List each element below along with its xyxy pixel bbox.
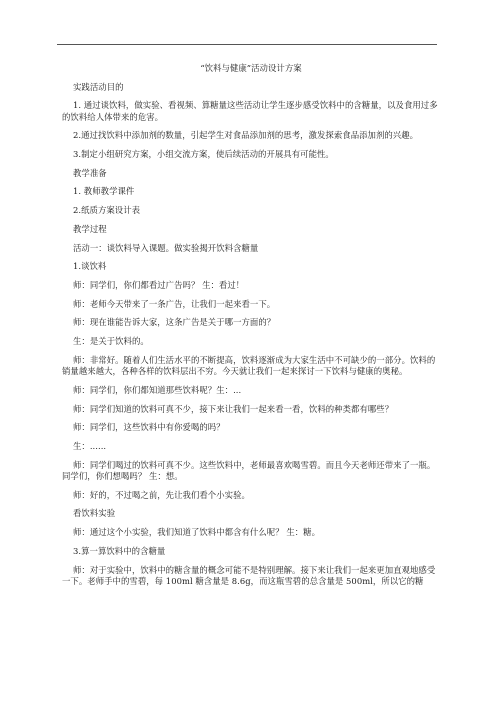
dialogue-line: 师：同学们，你们都看过广告吗？ 生：看过！ xyxy=(73,279,245,290)
dialogue-line: 师：同学们，你们都知道那些饮料呢？生：... xyxy=(73,384,242,395)
paragraph: 1.谈饮料 xyxy=(73,261,107,272)
paragraph: 3.制定小组研究方案，小组交流方案，使后续活动的开展具有可能性。 xyxy=(73,149,334,160)
paragraph: 2.纸质方案设计表 xyxy=(73,205,141,216)
dialogue-line: 师：对于实验中，饮料中的糖含量的概念可能不是特别理解。接下来让我们一起来更加直观地感受一下。老师手中的雪碧，每 100ml 糖含量是 8.6g，而这瓶雪碧的总含量是 500ml，所以它的糖 xyxy=(62,564,436,586)
dialogue-line: 师：好的，不过喝之前，先让我们看个小实验。 xyxy=(73,489,250,500)
document-body xyxy=(62,63,440,595)
paragraph: 看饮料实验 xyxy=(73,508,116,519)
dialogue-line: 师：同学们知道的饮料可真不少，接下来让我们一起来看一看，饮料的种类都有哪些？ xyxy=(73,403,394,414)
header-rule xyxy=(57,44,437,45)
paragraph: 3.算一算饮料中的含糖量 xyxy=(73,545,166,556)
paragraph: 1. 通过谈饮料，做实验、看视频、算糖量这些活动让学生逐步感受饮料中的含糖量，以及食用过多的饮料给人体带来的危害。 xyxy=(62,100,438,122)
dialogue-line: 生：是关于饮料的。 xyxy=(73,335,149,346)
paragraph: 1. 教师教学课件 xyxy=(73,186,135,197)
section-heading: 教学准备 xyxy=(73,167,107,178)
dialogue-line: 师：同学们喝过的饮料可真不少。这些饮料中，老师最喜欢喝雪碧。而且今天老师还带来了一瓶。同学们，你们想喝吗？ 生：想。 xyxy=(62,459,436,482)
dialogue-line: 师：现在谁能告诉大家，这条广告是关于哪一方面的？ xyxy=(73,317,276,328)
dialogue-line: 师：通过这个小实验，我们知道了饮料中都含有什么呢？ 生：糖。 xyxy=(73,527,321,538)
paragraph: 活动一：谈饮料导入课题。做实验揭开饮料含糖量 xyxy=(73,242,259,253)
document-title: “饮料与健康”活动设计方案 xyxy=(200,63,302,73)
dialogue-line: 师：老师今天带来了一条广告，让我们一起来看一下。 xyxy=(73,298,276,309)
paragraph: 2.通过找饮料中添加剂的数量，引起学生对食品添加剂的思考，激发探索食品添加剂的兴趣。 xyxy=(73,130,419,141)
section-heading: 教学过程 xyxy=(73,223,107,234)
dialogue-line: 师：同学们，这些饮料中有你爱喝的吗？ xyxy=(73,422,225,433)
dialogue-line: 生：...... xyxy=(73,440,107,451)
section-heading: 实践活动目的 xyxy=(73,81,124,92)
dialogue-line: 师：非常好。随着人们生活水平的不断提高，饮料逐渐成为大家生活中不可缺少的一部分。饮料的销量越来越大，各种各样的饮料层出不穷。今天就让我们一起来探讨一下饮料与健康的奥秘。 xyxy=(62,354,436,377)
